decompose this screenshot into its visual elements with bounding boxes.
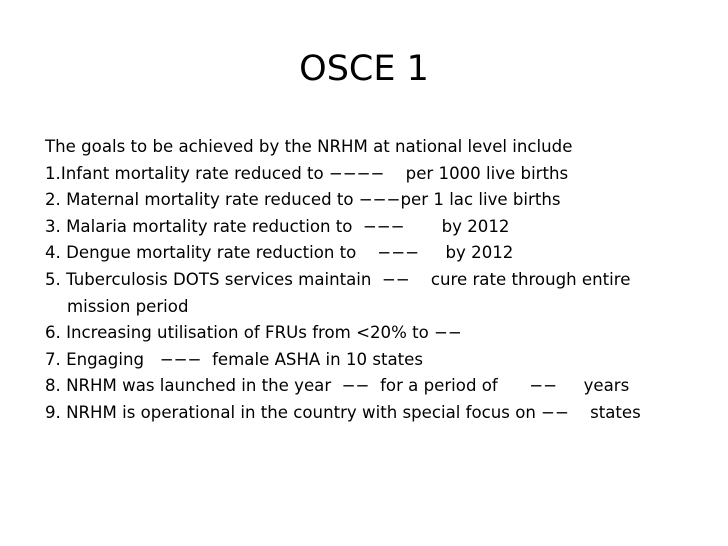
slide-body bbox=[45, 134, 705, 427]
question-1: 1.Infant mortality rate reduced to −−−− per 1000 live births bbox=[45, 163, 569, 183]
question-9: 9. NRHM is operational in the country with special focus on −− states bbox=[45, 402, 641, 422]
question-4: 4. Dengue mortality rate reduction to −−− by 2012 bbox=[45, 243, 514, 263]
question-8: 8. NRHM was launched in the year −− for a period of −− years bbox=[45, 376, 630, 396]
question-3: 3. Malaria mortality rate reduction to −−− by 2012 bbox=[45, 216, 510, 236]
intro-line: The goals to be achieved by the NRHM at national level include bbox=[45, 137, 573, 156]
question-7: 7. Engaging −−− female ASHA in 10 states bbox=[45, 349, 424, 369]
question-6: 6. Increasing utilisation of FRUs from <20% to −− bbox=[45, 323, 462, 343]
question-5-continuation: mission period bbox=[67, 296, 189, 316]
slide-title: OSCE 1 bbox=[299, 49, 429, 89]
question-5: 5. Tuberculosis DOTS services maintain −− cure rate through entire bbox=[45, 269, 631, 289]
question-2: 2. Maternal mortality rate reduced to −−−per 1 lac live births bbox=[45, 190, 561, 210]
